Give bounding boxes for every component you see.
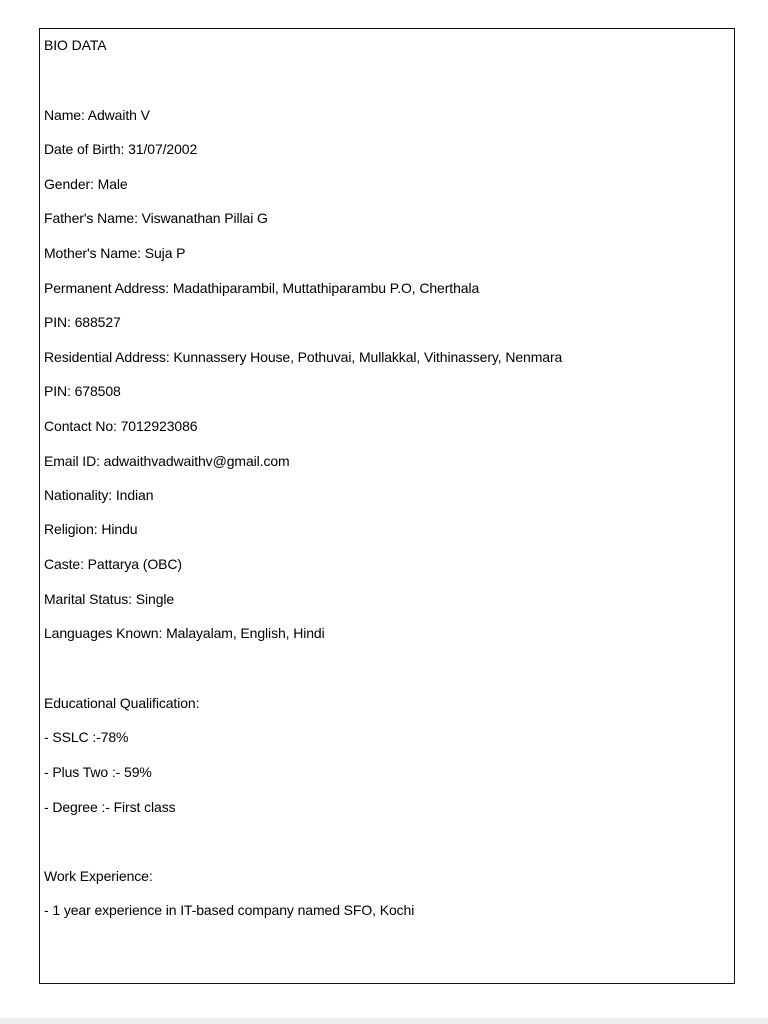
permanent-pin-field: PIN: 688527 xyxy=(44,314,121,330)
gender-field: Gender: Male xyxy=(44,176,128,192)
nationality-field: Nationality: Indian xyxy=(44,487,154,503)
work-heading: Work Experience: xyxy=(44,868,153,884)
name-field: Name: Adwaith V xyxy=(44,107,150,123)
marital-status-field: Marital Status: Single xyxy=(44,591,175,607)
email-field: Email ID: adwaithvadwaithv@gmail.com xyxy=(44,453,290,469)
languages-field: Languages Known: Malayalam, English, Hindi xyxy=(44,625,325,641)
education-item: - SSLC :-78% xyxy=(44,729,129,745)
religion-field: Religion: Hindu xyxy=(44,521,138,537)
residential-pin-field: PIN: 678508 xyxy=(44,383,121,399)
father-name-field: Father's Name: Viswanathan Pillai G xyxy=(44,210,268,226)
contact-field: Contact No: 7012923086 xyxy=(44,418,198,434)
education-heading: Educational Qualification: xyxy=(44,695,200,711)
bottom-strip xyxy=(0,1018,768,1024)
mother-name-field: Mother's Name: Suja P xyxy=(44,245,186,261)
work-item: - 1 year experience in IT-based company named SFO, Kochi xyxy=(44,902,415,918)
document-title: BIO DATA xyxy=(44,37,107,53)
caste-field: Caste: Pattarya (OBC) xyxy=(44,556,182,572)
bio-data-sheet xyxy=(39,28,735,984)
education-item: - Degree :- First class xyxy=(44,799,176,815)
permanent-address-field: Permanent Address: Madathiparambil, Muttathiparambu P.O, Cherthala xyxy=(44,280,480,296)
education-item: - Plus Two :- 59% xyxy=(44,764,152,780)
residential-address-field: Residential Address: Kunnassery House, Pothuvai, Mullakkal, Vithinassery, Nenmara xyxy=(44,349,563,365)
dob-field: Date of Birth: 31/07/2002 xyxy=(44,141,198,157)
